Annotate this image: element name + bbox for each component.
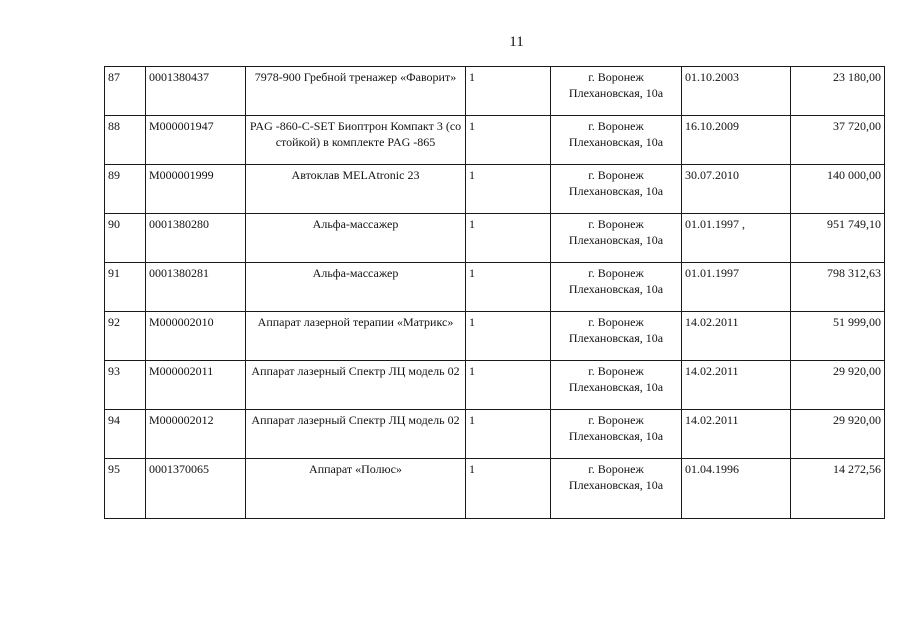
quantity-cell: 1 bbox=[466, 410, 551, 459]
asset-name-cell: Аппарат «Полюс» bbox=[246, 459, 466, 519]
address-cell bbox=[551, 410, 682, 459]
quantity-cell: 1 bbox=[466, 165, 551, 214]
address-city: г. Воронеж bbox=[588, 462, 644, 476]
address-city: г. Воронеж bbox=[588, 315, 644, 329]
address-city: г. Воронеж bbox=[588, 70, 644, 84]
quantity-cell: 1 bbox=[466, 263, 551, 312]
amount-cell: 23 180,00 bbox=[791, 67, 885, 116]
inventory-number-cell: 0001380280 bbox=[146, 214, 246, 263]
address-street: Плехановская, 10а bbox=[568, 429, 664, 443]
address-street: Плехановская, 10а bbox=[568, 135, 664, 149]
asset-name-cell: Аппарат лазерной терапии «Матрикс» bbox=[246, 312, 466, 361]
table-row bbox=[105, 214, 885, 263]
amount-cell: 14 272,56 bbox=[791, 459, 885, 519]
address-city: г. Воронеж bbox=[588, 413, 644, 427]
address-street: Плехановская, 10а bbox=[568, 282, 664, 296]
address-cell bbox=[551, 67, 682, 116]
amount-cell: 29 920,00 bbox=[791, 361, 885, 410]
quantity-cell: 1 bbox=[466, 312, 551, 361]
quantity-cell: 1 bbox=[466, 361, 551, 410]
table-row bbox=[105, 263, 885, 312]
row-number-cell: 94 bbox=[105, 410, 146, 459]
asset-name-cell: 7978-900 Гребной тренажер «Фаворит» bbox=[246, 67, 466, 116]
quantity-cell: 1 bbox=[466, 116, 551, 165]
address-city: г. Воронеж bbox=[588, 168, 644, 182]
asset-name-cell: Альфа-массажер bbox=[246, 214, 466, 263]
table-row bbox=[105, 312, 885, 361]
date-cell: 01.01.1997 , bbox=[682, 214, 791, 263]
date-cell: 14.02.2011 bbox=[682, 410, 791, 459]
address-street: Плехановская, 10а bbox=[568, 380, 664, 394]
row-number-cell: 87 bbox=[105, 67, 146, 116]
row-number-cell: 89 bbox=[105, 165, 146, 214]
inventory-number-cell: М000001947 bbox=[146, 116, 246, 165]
address-cell bbox=[551, 263, 682, 312]
date-cell: 14.02.2011 bbox=[682, 312, 791, 361]
date-cell: 30.07.2010 bbox=[682, 165, 791, 214]
amount-cell: 37 720,00 bbox=[791, 116, 885, 165]
asset-name-cell: Альфа-массажер bbox=[246, 263, 466, 312]
asset-name-cell: Автоклав MELAtronic 23 bbox=[246, 165, 466, 214]
row-number-cell: 92 bbox=[105, 312, 146, 361]
row-number-cell: 93 bbox=[105, 361, 146, 410]
amount-cell: 798 312,63 bbox=[791, 263, 885, 312]
address-cell bbox=[551, 165, 682, 214]
table-row bbox=[105, 67, 885, 116]
asset-name-cell: Аппарат лазерный Спектр ЛЦ модель 02 bbox=[246, 410, 466, 459]
address-cell bbox=[551, 459, 682, 519]
quantity-cell: 1 bbox=[466, 214, 551, 263]
inventory-number-cell: 0001380437 bbox=[146, 67, 246, 116]
amount-cell: 51 999,00 bbox=[791, 312, 885, 361]
assets-table bbox=[104, 66, 885, 519]
address-cell bbox=[551, 116, 682, 165]
address-city: г. Воронеж bbox=[588, 266, 644, 280]
address-street: Плехановская, 10а bbox=[568, 233, 664, 247]
page-number: 11 bbox=[509, 34, 524, 50]
asset-name-cell: PAG -860-C-SET Биоптрон Компакт 3 (со стойкой) в комплекте PAG -865 bbox=[246, 116, 466, 165]
amount-cell: 140 000,00 bbox=[791, 165, 885, 214]
table-row bbox=[105, 410, 885, 459]
quantity-cell: 1 bbox=[466, 67, 551, 116]
table-row bbox=[105, 116, 885, 165]
inventory-number-cell: 0001370065 bbox=[146, 459, 246, 519]
address-street: Плехановская, 10а bbox=[568, 478, 664, 492]
inventory-number-cell: М000001999 bbox=[146, 165, 246, 214]
address-city: г. Воронеж bbox=[588, 119, 644, 133]
address-city: г. Воронеж bbox=[588, 364, 644, 378]
address-cell bbox=[551, 312, 682, 361]
amount-cell: 951 749,10 bbox=[791, 214, 885, 263]
inventory-number-cell: М000002012 bbox=[146, 410, 246, 459]
address-street: Плехановская, 10а bbox=[568, 331, 664, 345]
row-number-cell: 90 bbox=[105, 214, 146, 263]
address-street: Плехановская, 10а bbox=[568, 86, 664, 100]
row-number-cell: 95 bbox=[105, 459, 146, 519]
inventory-number-cell: М000002011 bbox=[146, 361, 246, 410]
date-cell: 14.02.2011 bbox=[682, 361, 791, 410]
assets-table-body bbox=[105, 67, 885, 519]
date-cell: 01.01.1997 bbox=[682, 263, 791, 312]
row-number-cell: 91 bbox=[105, 263, 146, 312]
table-row bbox=[105, 459, 885, 519]
inventory-number-cell: М000002010 bbox=[146, 312, 246, 361]
table-row bbox=[105, 361, 885, 410]
quantity-cell: 1 bbox=[466, 459, 551, 519]
row-number-cell: 88 bbox=[105, 116, 146, 165]
address-street: Плехановская, 10а bbox=[568, 184, 664, 198]
date-cell: 01.10.2003 bbox=[682, 67, 791, 116]
inventory-number-cell: 0001380281 bbox=[146, 263, 246, 312]
date-cell: 16.10.2009 bbox=[682, 116, 791, 165]
asset-name-cell: Аппарат лазерный Спектр ЛЦ модель 02 bbox=[246, 361, 466, 410]
amount-cell: 29 920,00 bbox=[791, 410, 885, 459]
address-city: г. Воронеж bbox=[588, 217, 644, 231]
address-cell bbox=[551, 214, 682, 263]
date-cell: 01.04.1996 bbox=[682, 459, 791, 519]
table-row bbox=[105, 165, 885, 214]
address-cell bbox=[551, 361, 682, 410]
